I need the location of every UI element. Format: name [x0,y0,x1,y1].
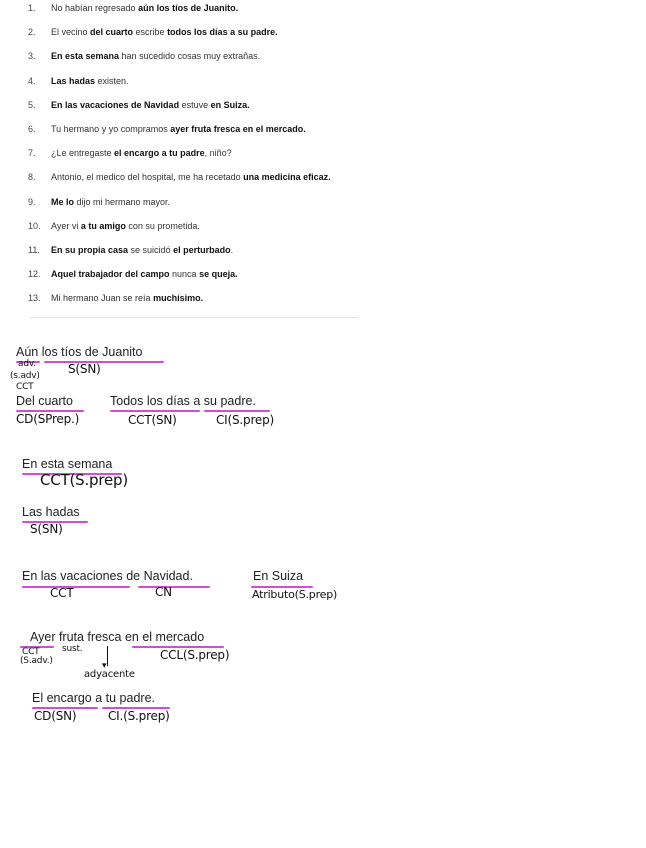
list-item [28,24,388,40]
phrase-2b: Todos los días a su padre. [110,394,256,408]
sentence-text: Tu hermano y yo compramos [51,124,171,134]
list-item [28,145,388,161]
note-ci: CI(S.prep) [216,413,275,427]
arrow-head-icon: ▾ [102,661,107,671]
note-sadv: (S.adv.) [20,656,53,666]
note-cct: CCT [22,647,40,657]
sentence-text: No habían regresado [51,3,139,13]
list-item [28,0,388,16]
list-item [28,97,388,113]
note-adv: adv. [18,359,36,369]
highlighted-phrase: en Suiza. [210,99,250,110]
phrase-6: Ayer fruta fresca en el mercado [30,630,205,644]
highlighted-phrase: Las hadas [51,75,96,86]
item-number: 13. [28,293,41,304]
highlighted-phrase: aún los tíos de Juanito. [138,3,239,13]
sentence-text: nunca [169,269,200,280]
item-number: 12. [28,269,41,280]
list-item [28,48,388,64]
item-number: 1. [28,3,36,13]
highlight-line [110,410,200,412]
sentence-text: ¿Le entregaste [51,148,115,159]
sentence-text: dijo mi hermano mayor. [74,196,171,207]
item-number: 4. [28,75,36,86]
item-number: 2. [28,27,36,38]
list-item [28,218,388,234]
sentence-text: existen. [95,75,129,86]
note-sust: sust. [62,644,83,654]
note-ci: CI.(S.prep) [108,709,170,723]
note-cd: CD(SN) [34,709,77,723]
highlight-line [204,410,270,412]
item-number: 10. [28,220,41,231]
list-item [28,121,388,137]
list-item [28,73,388,89]
highlighted-phrase: del cuarto [90,27,134,38]
phrase-1: Aún los tíos de Juanito [16,345,143,359]
note-ccl: CCL(S.prep) [160,648,230,662]
sentence-text: se suicidó [128,245,174,255]
highlighted-phrase: una medicina eficaz. [243,172,331,183]
note-cct: CCT(SN) [128,413,177,427]
list-item [28,194,388,210]
highlighted-phrase: el encargo a tu padre [114,148,205,159]
sentence-text: han sucedido cosas muy extrañas. [119,51,261,62]
sentence-text: , niño? [204,148,232,159]
sentence-text: Mi hermano Juan se reía [51,293,154,304]
phrase-5b: En Suiza [253,569,304,583]
phrase-2a: Del cuarto [16,394,73,408]
highlighted-phrase: se queja. [199,269,238,280]
sentence-text: . [230,245,234,255]
list-item [28,290,388,306]
note-s: S(SN) [68,362,101,376]
arrow-line [107,646,108,666]
note-cd: CD(SPrep.) [16,412,80,426]
note-cct: CCT(S.prep) [40,471,129,489]
highlighted-phrase: En esta semana [51,51,120,62]
note-s: S(SN) [30,522,63,536]
item-number: 5. [28,99,36,110]
note-cn: CN [155,585,172,599]
list-item [28,266,388,282]
highlighted-phrase: En su propia casa [51,245,129,255]
phrase-3: En esta semana [22,457,113,471]
highlighted-phrase: ayer fruta fresca en el mercado. [170,124,306,134]
highlight-line [44,361,164,363]
highlighted-phrase: a tu amigo [80,220,126,231]
highlighted-phrase: Me lo [51,196,75,207]
item-number: 6. [28,124,36,134]
item-number: 11. [28,245,40,255]
highlight-line [138,586,210,588]
highlighted-phrase: muchísimo. [153,293,204,304]
item-number: 9. [28,196,36,207]
note-adyacente: adyacente [84,669,135,680]
item-number: 3. [28,51,36,62]
phrase-7: El encargo a tu padre. [32,691,155,705]
sentence-text: estuve [179,99,211,110]
sentence-text: El vecino [51,27,91,38]
highlighted-phrase: En las vacaciones de Navidad [51,99,180,110]
highlighted-phrase: Aquel trabajador del campo [51,269,170,280]
item-number: 7. [28,148,36,159]
highlighted-phrase: todos los días a su padre. [167,27,278,38]
phrase-5a: En las vacaciones de Navidad. [22,569,193,583]
highlight-line [22,586,130,588]
note-cct: CCT [50,586,74,600]
highlighted-phrase: el perturbado [173,245,231,255]
phrase-4: Las hadas [22,505,80,519]
note-atributo: Atributo(S.prep) [252,588,338,601]
sentence-text: escribe [133,27,168,38]
divider [30,317,358,318]
item-number: 8. [28,172,36,183]
sentence-text: Antonio, el medico del hospital, me ha recetado [51,172,244,183]
list-item [28,242,388,258]
sentence-text: Ayer vi [51,220,81,231]
note-cct: CCT [16,382,34,392]
note-sadv: (s.adv) [10,371,40,381]
sentence-text: con su prometida. [125,220,200,231]
list-item [28,169,388,185]
handwritten-annotations [0,330,646,730]
